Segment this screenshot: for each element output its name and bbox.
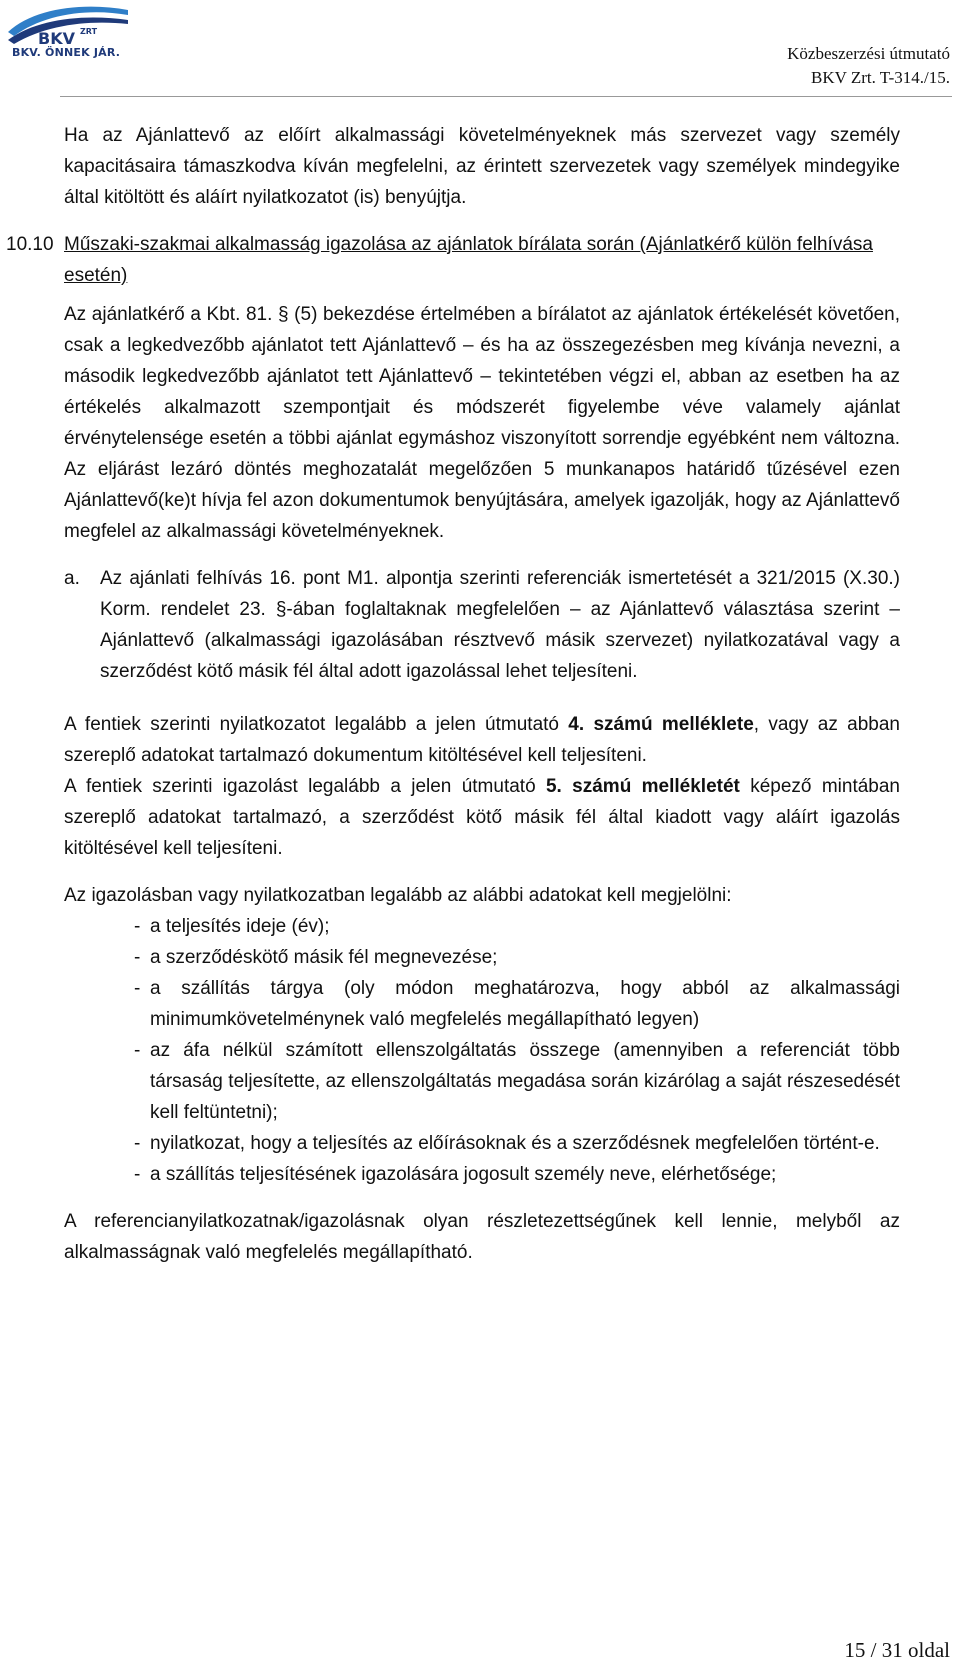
list-item-a [64,563,900,687]
annex-5-pre: A fentiek szerinti igazolást legalább a jelen útmutató [64,776,546,797]
annex-5-bold: 5. számú mellékletét [545,776,740,797]
logo-slogan: BKV. ÖNNEK JÁR. [12,46,121,59]
list-item-a-label: a. [64,568,80,589]
list-item: - a teljesítés ideje (év); [134,916,330,937]
annex-4-paragraph [64,709,900,771]
list-item: - a szerződéskötő másik fél megnevezése; [134,947,498,968]
annex-4-post: , vagy az abban szereplő adatokat tartalmazó dokumentum kitöltésével kell teljesíteni. [64,714,900,766]
list-item: - a szállítás teljesítésének igazolására jogosult személy neve, elérhetősége; [134,1164,777,1185]
page-number: 15 / 31 oldal [844,1638,950,1662]
section-number: 10.10 [6,234,54,255]
header-divider [60,96,952,97]
evaluation-paragraph: Az ajánlatkérő a Kbt. 81. § (5) bekezdése értelmében a bírálatot az ajánlatok értékelését követően, csak a legkedvezőbb ajánlatot tett Ajánlattevő – és ha az összegezésben meg kívánja nevezni, a második legkedvezőbb ajánlatot tett Ajánlattevő – tekintetében végzi el, abban az esetben ha az értékelés alkalmazott szempontjait és módszerét figyelembe véve valamely ajánlat érvénytelensége esetén a többi ajánlat egymáshoz viszonyított sorrendje egyébként nem változna. Az eljárást lezáró döntés meghozatalát megelőzően 5 munkanapos határidő tűzésével ezen Ajánlattevő(ke)t hívja fel azon dokumentumok benyújtására, amelyek igazolják, hogy az Ajánlattevő megfelel az alkalmassági követelményeknek. [64,304,900,542]
annex-4-pre: A fentiek szerinti nyilatkozatot legalább a jelen útmutató [64,714,569,735]
section-heading [6,229,900,291]
doc-reference: BKV Zrt. T-314./15. [810,68,950,87]
logo-sup-text: ZRT [80,27,98,36]
annex-5-paragraph [64,771,900,864]
annex-4-bold: 4. számú melléklete [568,714,754,735]
required-data-list [64,911,900,1190]
logo-mark-text: BKV [38,29,75,48]
list-intro: Az igazolásban vagy nyilatkozatban legalább az alábbi adatokat kell megjelölni: [64,885,732,906]
list-item: - nyilatkozat, hogy a teljesítés az előírásoknak és a szerződésnek megfelelően történt-e. [134,1133,880,1154]
document-header [787,42,950,90]
bkv-logo-mark-icon [4,2,132,48]
intro-paragraph: Ha az Ajánlattevő az előírt alkalmassági követelményeknek más szervezet vagy személy kapacitásaira támaszkodva kíván megfelelni, az érintett szervezetek vagy személyek mindegyike által kitöltött és aláírt nyilatkozatot (is) benyújtja. [64,125,900,208]
page-content [6,120,900,1268]
closing-paragraph: A referencianyilatkozatnak/igazolásnak olyan részletezettségűnek kell lennie, melyből az alkalmasságnak való megfelelés megállapítható. [64,1211,900,1263]
bkv-logo [4,2,132,64]
list-item: - az áfa nélkül számított ellenszolgáltatás összege (amennyiben a referenciát több társaság teljesítette, az ellenszolgáltatás megadása során kizárólag a saját részesedését kell feltüntetni); [134,1040,900,1123]
list-item-a-text: Az ajánlati felhívás 16. pont M1. alpontja szerinti referenciák ismertetését a 321/2015 (X.30.) Korm. rendelet 23. §-ában foglaltaknak megfelelően – az Ajánlattevő választása szerint – Ajánlattevő (alkalmassági igazolásában résztvevő másik szervezet) nyilatkozatával vagy a szerződést kötő másik fél által adott igazolással lehet teljesíteni. [100,568,900,682]
annex-5-post: képező mintában szereplő adatokat tartalmazó, a szerződést kötő másik fél által kiadott vagy aláírt igazolás kitöltésével kell teljesíteni. [64,776,900,859]
doc-title: Közbeszerzési útmutató [787,44,950,63]
section-title: Műszaki-szakmai alkalmasság igazolása az ajánlatok bírálata során (Ajánlatkérő külön felhívása esetén) [64,234,873,286]
list-item: - a szállítás tárgya (oly módon meghatározva, hogy abból az alkalmassági minimumkövetelménynek való megfelelés megállapítható legyen) [134,978,900,1030]
